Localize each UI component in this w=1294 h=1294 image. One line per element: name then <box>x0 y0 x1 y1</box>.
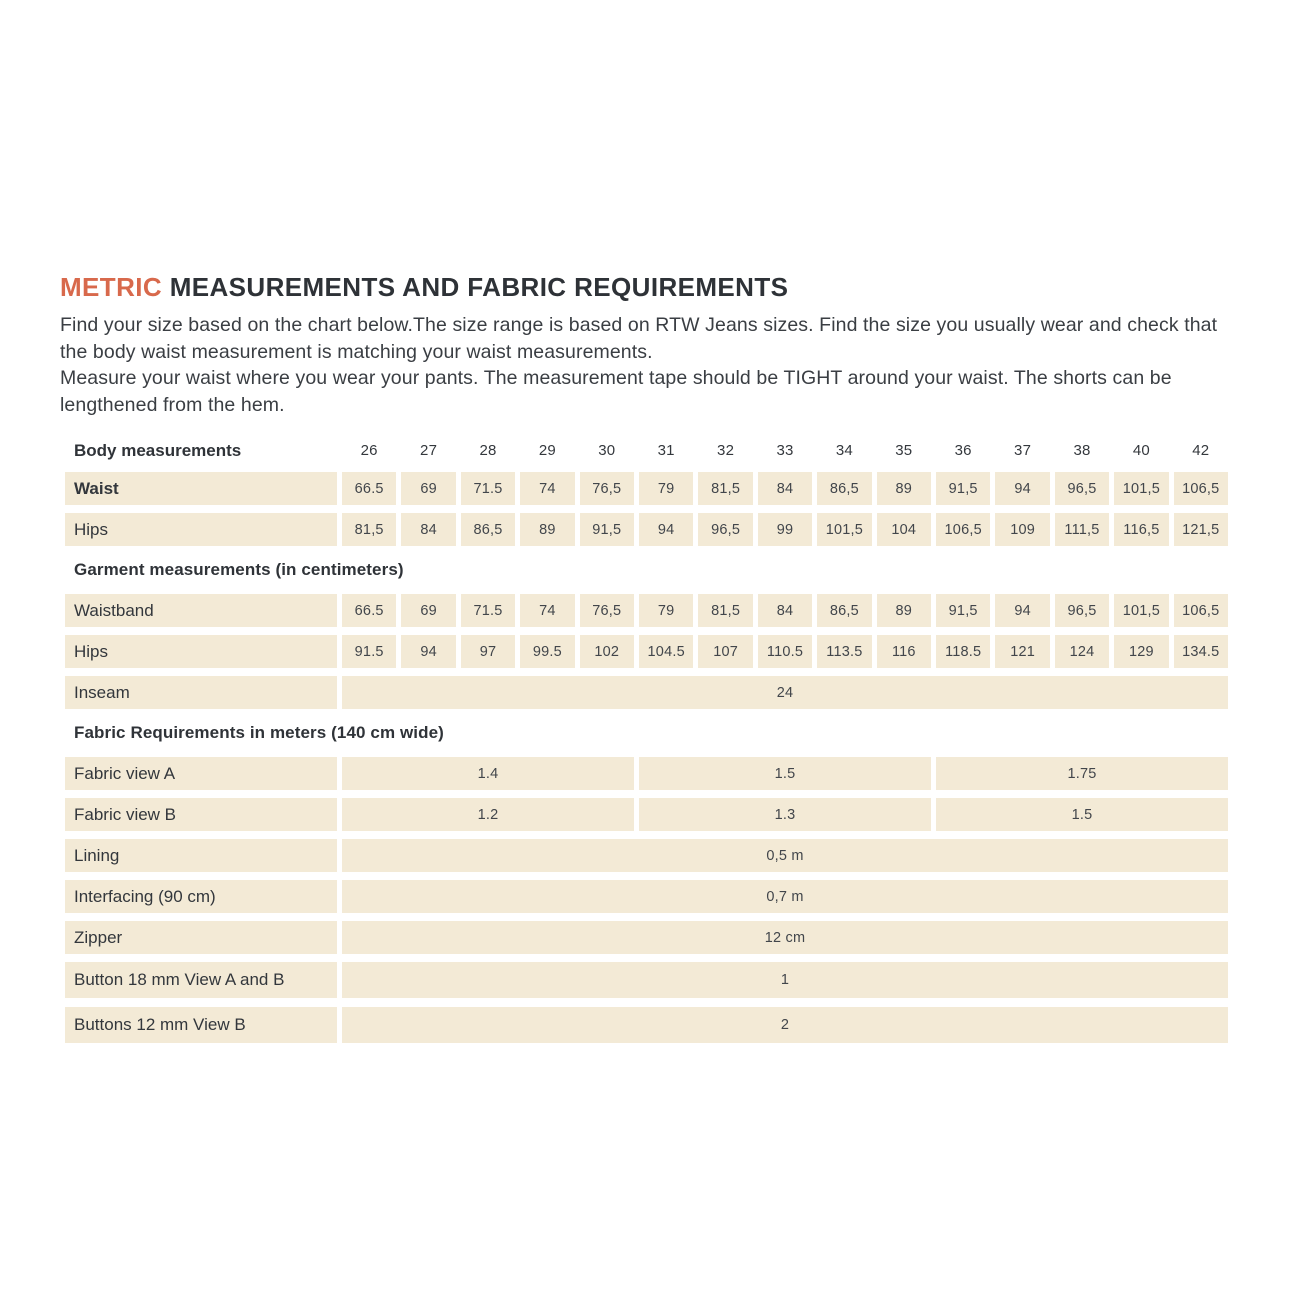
garment-hips-row <box>65 635 1228 668</box>
waist-value-cell: 94 <box>995 472 1049 505</box>
fabric-view-b-value-cell: 1.3 <box>639 798 931 831</box>
waistband-value-cell: 96,5 <box>1055 594 1109 627</box>
zipper-row <box>65 921 1228 954</box>
button-18mm-row-label: Button 18 mm View A and B <box>65 962 337 998</box>
size-header-row <box>65 437 1228 464</box>
waistband-value-cell: 69 <box>401 594 455 627</box>
waistband-value-cell: 84 <box>758 594 812 627</box>
hips-value-cell: 94 <box>639 513 693 546</box>
waist-value-cell: 79 <box>639 472 693 505</box>
garment-hips-value-cell: 116 <box>877 635 931 668</box>
buttons-12mm-row-label: Buttons 12 mm View B <box>65 1007 337 1043</box>
garment-hips-value-cell: 91.5 <box>342 635 396 668</box>
waist-value-cell: 74 <box>520 472 574 505</box>
waistband-value-cell: 76,5 <box>580 594 634 627</box>
waistband-value-cell: 94 <box>995 594 1049 627</box>
button-18mm-value-cell: 1 <box>342 962 1228 998</box>
hips-value-cell: 111,5 <box>1055 513 1109 546</box>
hips-row <box>65 513 1228 546</box>
garment-hips-value-cell: 102 <box>580 635 634 668</box>
zipper-row-label: Zipper <box>65 921 337 954</box>
page-title-rest: MEASUREMENTS AND FABRIC REQUIREMENTS <box>169 272 789 302</box>
waist-value-cell: 106,5 <box>1174 472 1228 505</box>
waist-row <box>65 472 1228 505</box>
size-column-header: 32 <box>717 442 735 459</box>
hips-value-cell: 96,5 <box>698 513 752 546</box>
waistband-value-cell: 86,5 <box>817 594 871 627</box>
fabric-view-a-row <box>65 757 1228 790</box>
garment-hips-value-cell: 124 <box>1055 635 1109 668</box>
waistband-value-cell: 79 <box>639 594 693 627</box>
fabric-view-a-value-cell: 1.5 <box>639 757 931 790</box>
waist-value-cell: 66.5 <box>342 472 396 505</box>
hips-value-cell: 116,5 <box>1114 513 1168 546</box>
garment-hips-value-cell: 113.5 <box>817 635 871 668</box>
inseam-value-cell: 24 <box>342 676 1228 709</box>
fabric-view-a-value-cell: 1.75 <box>936 757 1228 790</box>
intro-paragraph-1: Find your size based on the chart below.The size range is based on RTW Jeans sizes. Find the size you usually wear and check that the body waist measurement is matching your waist measurements. <box>60 314 1218 363</box>
inseam-row-label: Inseam <box>65 676 337 709</box>
waist-value-cell: 84 <box>758 472 812 505</box>
hips-value-cell: 101,5 <box>817 513 871 546</box>
lining-value-cell: 0,5 m <box>342 839 1228 872</box>
inseam-row <box>65 676 1228 709</box>
garment-hips-value-cell: 121 <box>995 635 1049 668</box>
page-title-highlight: METRIC <box>60 272 163 302</box>
size-column-header: 27 <box>420 442 438 459</box>
waistband-value-cell: 81,5 <box>698 594 752 627</box>
hips-value-cell: 109 <box>995 513 1049 546</box>
garment-hips-value-cell: 94 <box>401 635 455 668</box>
waistband-value-cell: 101,5 <box>1114 594 1168 627</box>
fabric-view-b-value-cell: 1.5 <box>936 798 1228 831</box>
waistband-value-cell: 66.5 <box>342 594 396 627</box>
waistband-row-label: Waistband <box>65 594 337 627</box>
size-column-header: 35 <box>895 442 913 459</box>
button-18mm-row <box>65 962 1228 998</box>
hips-value-cell: 91,5 <box>580 513 634 546</box>
measurement-table <box>65 437 1228 1043</box>
size-column-header: 33 <box>776 442 794 459</box>
fabric-view-b-label: Fabric view B <box>65 798 337 831</box>
hips-row-label: Hips <box>65 513 337 546</box>
lining-row-label: Lining <box>65 839 337 872</box>
hips-value-cell: 104 <box>877 513 931 546</box>
waistband-value-cell: 71.5 <box>461 594 515 627</box>
waist-value-cell: 71.5 <box>461 472 515 505</box>
hips-value-cell: 121,5 <box>1174 513 1228 546</box>
waistband-value-cell: 74 <box>520 594 574 627</box>
fabric-view-b-row <box>65 798 1228 831</box>
size-column-header: 29 <box>538 442 556 459</box>
document-page <box>60 272 1234 1052</box>
waistband-row <box>65 594 1228 627</box>
size-column-header: 30 <box>598 442 616 459</box>
buttons-12mm-value-cell: 2 <box>342 1007 1228 1043</box>
garment-hips-value-cell: 110.5 <box>758 635 812 668</box>
waistband-value-cell: 106,5 <box>1174 594 1228 627</box>
size-column-header: 40 <box>1132 442 1150 459</box>
garment-hips-row-label: Hips <box>65 635 337 668</box>
garment-section-header: Garment measurements (in centimeters) <box>74 560 404 579</box>
garment-hips-value-cell: 104.5 <box>639 635 693 668</box>
waist-value-cell: 91,5 <box>936 472 990 505</box>
size-column-header: 36 <box>954 442 972 459</box>
interfacing-row-label: Interfacing (90 cm) <box>65 880 337 913</box>
interfacing-row <box>65 880 1228 913</box>
waist-value-cell: 96,5 <box>1055 472 1109 505</box>
waist-value-cell: 69 <box>401 472 455 505</box>
buttons-12mm-row <box>65 1007 1228 1043</box>
hips-value-cell: 81,5 <box>342 513 396 546</box>
garment-hips-value-cell: 129 <box>1114 635 1168 668</box>
waist-row-label: Waist <box>65 472 337 505</box>
size-column-header: 42 <box>1192 442 1210 459</box>
garment-hips-value-cell: 107 <box>698 635 752 668</box>
size-column-header: 31 <box>657 442 675 459</box>
hips-value-cell: 86,5 <box>461 513 515 546</box>
hips-value-cell: 84 <box>401 513 455 546</box>
hips-value-cell: 106,5 <box>936 513 990 546</box>
waist-value-cell: 89 <box>877 472 931 505</box>
waist-value-cell: 86,5 <box>817 472 871 505</box>
garment-hips-value-cell: 97 <box>461 635 515 668</box>
intro-paragraph-2: Measure your waist where you wear your pants. The measurement tape should be TIGHT around your waist. The shorts can be lengthened from the hem. <box>60 367 1172 416</box>
lining-row <box>65 839 1228 872</box>
hips-value-cell: 99 <box>758 513 812 546</box>
fabric-view-a-value-cell: 1.4 <box>342 757 634 790</box>
size-column-header: 26 <box>360 442 378 459</box>
waist-value-cell: 76,5 <box>580 472 634 505</box>
hips-value-cell: 89 <box>520 513 574 546</box>
waist-value-cell: 81,5 <box>698 472 752 505</box>
fabric-view-b-value-cell: 1.2 <box>342 798 634 831</box>
zipper-value-cell: 12 cm <box>342 921 1228 954</box>
page-title <box>60 272 1234 303</box>
size-column-header: 37 <box>1014 442 1032 459</box>
size-column-header: 34 <box>835 442 853 459</box>
garment-hips-value-cell: 118.5 <box>936 635 990 668</box>
intro-text <box>60 312 1234 418</box>
fabric-section-header: Fabric Requirements in meters (140 cm wide) <box>74 723 444 742</box>
garment-hips-value-cell: 134.5 <box>1174 635 1228 668</box>
waist-value-cell: 101,5 <box>1114 472 1168 505</box>
garment-hips-value-cell: 99.5 <box>520 635 574 668</box>
interfacing-value-cell: 0,7 m <box>342 880 1228 913</box>
body-measurements-header: Body measurements <box>74 440 242 460</box>
size-column-header: 38 <box>1073 442 1091 459</box>
size-column-header: 28 <box>479 442 497 459</box>
waistband-value-cell: 91,5 <box>936 594 990 627</box>
fabric-view-a-label: Fabric view A <box>65 757 337 790</box>
waistband-value-cell: 89 <box>877 594 931 627</box>
